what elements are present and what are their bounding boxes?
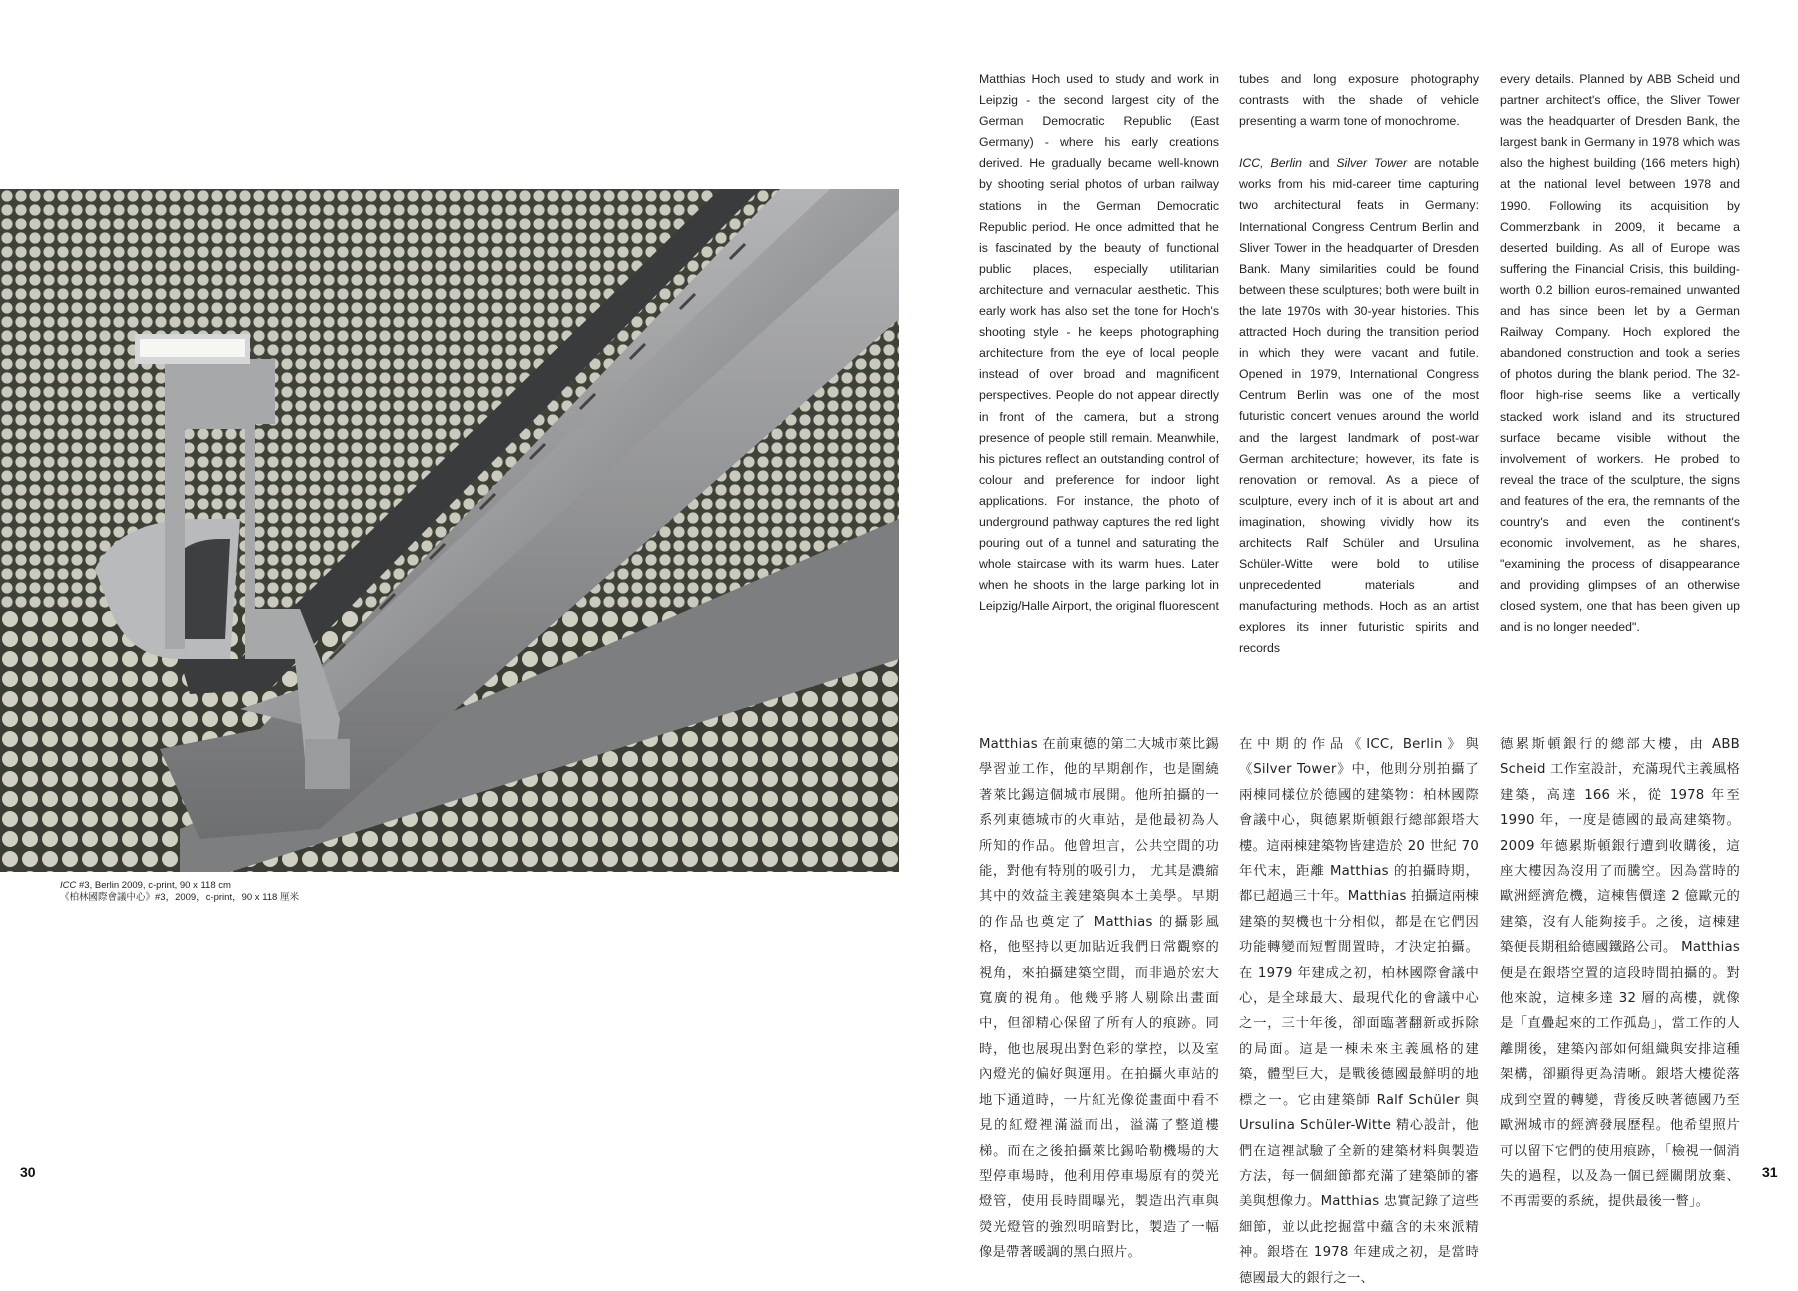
english-paragraph: Matthias Hoch used to study and work in Leipzig - the second largest city of the German Democratic Republic (East Germany) - where his early creations derived. He gradually became well-known by shooting serial photos of urban railway stations in the German Democratic Republic period. He once admitted that he is fascinated by the beauty of functional public places, especially utilitarian architecture and vernacular aesthetic. This early work has also set the tone for Hoch's shooting style - he keeps photographing architecture from the eye of local people instead of over broad and magnificent perspectives. People do not appear directly in front of the camera, but a strong presence of people still remain. Meanwhile, his pictures reflect an outstanding control of colour and preference for indoor light applications. For instance, the photo of underground pathway captures the red light pouring out of a tunnel and saturating the whole staircase with its warm hues. Later when he shoots in the large parking lot in Leipzig/Halle Airport, the original fluorescent [979, 72, 1219, 614]
page-number-left: 30 [20, 1164, 36, 1180]
caption-english [60, 880, 480, 892]
chinese-column-1: Matthias 在前東德的第二大城市萊比錫學習並工作，他的早期創作，也是圍繞著萊比錫這個城市展開。他所拍攝的一系列東德城市的火車站，是他最初為人所知的作品。他曾坦言，公共空間的功能，對他有特別的吸引力， 尤其是濃縮其中的效益主義建築與本土美學。早期的作品也奠定了 Matthias 的攝影風格，他堅持以更加貼近我們日常觀察的視角，來拍攝建築空間，而非過於宏大寬廣的視角。他幾乎將人剔除出畫面中，但卻精心保留了所有人的痕跡。同時，他也展現出對色彩的掌控，以及室內燈光的偏好與運用。在拍攝火車站的地下通道時，一片紅光像從畫面中看不見的紅燈裡滿溢而出，溢滿了整道樓梯。而在之後拍攝萊比錫哈勒機場的大型停車場時，他利用停車場原有的熒光燈管，使用長時間曝光，製造出汽車與熒光燈管的強烈明暗對比，製造了一幅像是帶著暖調的黑白照片。 [979, 737, 1219, 1261]
page-number-right: 31 [1762, 1164, 1778, 1180]
caption-details: #3, Berlin 2009, c-print, 90 x 118 cm [76, 880, 231, 891]
english-paragraph [1239, 153, 1479, 659]
conjunction: and [1301, 156, 1337, 171]
caption-title: ICC [60, 880, 77, 891]
work-title: ICC, Berlin [1239, 156, 1302, 171]
english-column-1 [979, 69, 1219, 614]
chinese-column-2: 在中期的作品《ICC, Berlin》與《Silver Tower》中，他則分別拍攝了兩棟同樣位於德國的建築物：柏林國際會議中心，與德累斯頓銀行總部銀塔大樓。這兩棟建築物皆建造於 20 世紀 70 年代末，距離 Matthias 的拍攝時期，都已超過三十年。Matthias 拍攝這兩棟建築的契機也十分相似，都是在它們因功能轉變而短暫閒置時，才決定拍攝。在 1979 年建成之初，柏林國際會議中心，是全球最大、最現代化的會議中心之一，三十年後，卻面臨著翻新或拆除的局面。這是一棟未來主義風格的建築，體型巨大，是戰後德國最鮮明的地標之一。它由建築師 Ralf Schüler 與 Ursulina Schüler-Witte 精心設計，他們在這裡試驗了全新的建築材料與製造方法，每一個細節都充滿了建築師的審美與想像力。Matthias 忠實記錄了這些細節，並以此挖掘當中蘊含的未來派精神。銀塔在 1978 年建成之初，是當時德國最大的銀行之一、 [1239, 737, 1479, 1286]
escalator-photo [0, 189, 899, 872]
chinese-column-3: 德累斯頓銀行的總部大樓，由 ABB Scheid 工作室設計，充滿現代主義風格建築，高達 166 米，從 1978 年至 1990 年，一度是德國的最高建築物。2009 年德累斯頓銀行遭到收購後，這座大樓因為沒用了而騰空。因為當時的歐洲經濟危機，這棟售價達 2 億歐元的建築，沒有人能夠接手。之後，這棟建築便長期租給德國鐵路公司。 Matthias 便是在銀塔空置的這段時間拍攝的。對他來說，這棟多達 32 層的高樓，就像是「直疊起來的工作孤島」，當工作的人離開後，建築內部如何組織與安排這種架構，卻顯得更為清晰。銀塔大樓從落成到空置的轉變，背後反映著德國乃至歐洲城市的經濟發展歷程。他希望照片可以留下它們的使用痕跡，「檢視一個消失的過程，以及為一個已經關閉放棄、不再需要的系統，提供最後一瞥」。 [1500, 737, 1740, 1210]
english-column-2 [1239, 69, 1480, 656]
photo-caption [60, 880, 480, 904]
english-paragraph: tubes and long exposure photography contrasts with the shade of vehicle presenting a warm tone of monochrome. [1239, 72, 1479, 129]
caption-chinese: 《柏林國際會議中心》#3，2009，c-print，90 x 118 厘米 [60, 892, 299, 903]
work-title: Silver Tower [1336, 156, 1408, 171]
english-column-3 [1500, 69, 1740, 635]
paragraph-text: are notable works from his mid-career time capturing two architectural feats in Germany: International Congress Centrum Berlin and Sliver Tower in the headquarter of Dresden Bank. Many similarities could be found between these sculptures; both were built in the late 1970s with 30-year histories. This attracted Hoch during the transition period in which they were vacant and futile. Opened in 1979, International Congress Centrum Berlin was one of the most futuristic concert venues around the world and the largest landmark of post-war German architecture; however, its fate is renovation or removal. As a piece of sculpture, every inch of it is about art and imagination, showing vividly how its architects Ralf Schüler and Ursulina Schüler-Witte were bold to utilise unprecedented materials and manufacturing methods. Hoch as an artist explores its inner futuristic spirits and records [1239, 156, 1480, 656]
english-paragraph: every details. Planned by ABB Scheid und partner architect's office, the Sliver Tower was the headquarter of Dresden Bank, the largest bank in Germany in 1978 which was also the highest building (166 meters high) at the national level between 1978 and 1990. Following its acquisition by Commerzbank in 2009, it became a deserted building. As all of Europe was suffering the Financial Crisis, this building-worth 0.2 billion euros-remained unwanted and has since been let by a German Railway Company. Hoch explored the abandoned construction and took a series of photos during the blank period. The 32-floor high-rise seems like a vertically stacked work island and its structured surface became visible without the involvement of workers. He probed to reveal the trace of the sculpture, the signs and features of the era, the remnants of the country's and even the continent's economic involvement, as he shares, "examining the process of disappearance and providing glimpses of an otherwise closed system, one that has been given up and is no longer needed". [1500, 72, 1740, 635]
